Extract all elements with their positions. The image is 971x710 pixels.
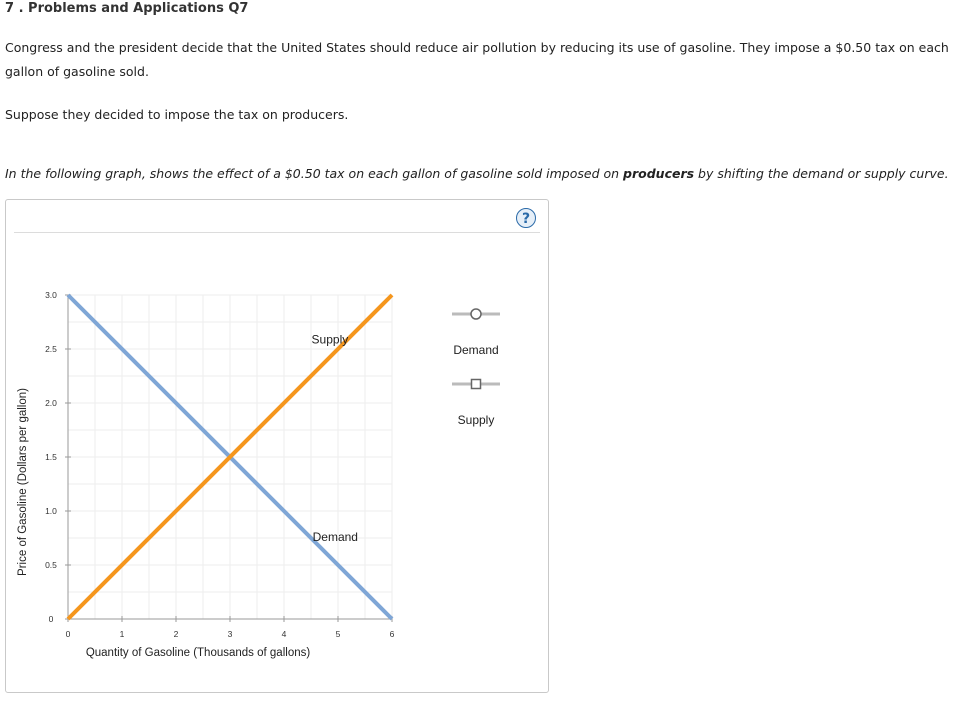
x-tick-label: 0 — [65, 629, 71, 639]
x-tick-label: 2 — [173, 629, 179, 639]
y-tick-label: 3.0 — [45, 290, 57, 300]
question-instructions — [5, 162, 949, 186]
x-tick-label: 1 — [119, 629, 125, 639]
question-text-1: Congress and the president decide that the United States should reduce air pollution by reducing its use of gasoline. They impose a $0.50 tax on each gallon of gasoline sold. — [5, 40, 949, 79]
y-axis-title: Price of Gasoline (Dollars per gallon) — [17, 388, 29, 576]
x-tick-label: 4 — [281, 629, 287, 639]
y-tick-label: 2.5 — [45, 344, 57, 354]
instructions-part-1: In the following graph, shows the effect of a $0.50 tax on each gallon of gasoline sold imposed on — [5, 166, 624, 181]
y-tick-label: 1.0 — [45, 506, 57, 516]
y-tick-label: 2.0 — [45, 398, 57, 408]
legend-supply-label: Supply — [457, 413, 495, 427]
question-text-2: Suppose they decided to impose the tax on producers. — [5, 107, 349, 122]
help-button[interactable]: ? — [516, 208, 536, 228]
question-title: 7 . Problems and Applications Q7 — [5, 1, 249, 16]
legend-supply-marker — [472, 380, 481, 389]
x-axis-title: Quantity of Gasoline (Thousands of gallons) — [85, 647, 311, 659]
instructions-emphasis: producers — [623, 166, 695, 181]
x-tick-label: 3 — [227, 629, 233, 639]
supply-demand-chart — [6, 200, 550, 694]
x-tick-label: 6 — [389, 629, 395, 639]
supply-curve-label: Supply — [311, 332, 349, 347]
legend-demand-marker — [471, 309, 481, 319]
graph-panel — [5, 199, 549, 693]
y-tick-label: 0 — [48, 614, 54, 624]
legend-demand-label: Demand — [453, 343, 499, 357]
chart-labels — [312, 333, 358, 545]
x-tick-label: 5 — [335, 629, 341, 639]
instructions-part-2: by shifting the demand or supply curve. — [694, 166, 949, 181]
y-tick-label: 0.5 — [45, 560, 57, 570]
chart-legend — [452, 309, 500, 427]
y-tick-label: 1.5 — [45, 452, 57, 462]
demand-curve-label: Demand — [312, 530, 358, 545]
